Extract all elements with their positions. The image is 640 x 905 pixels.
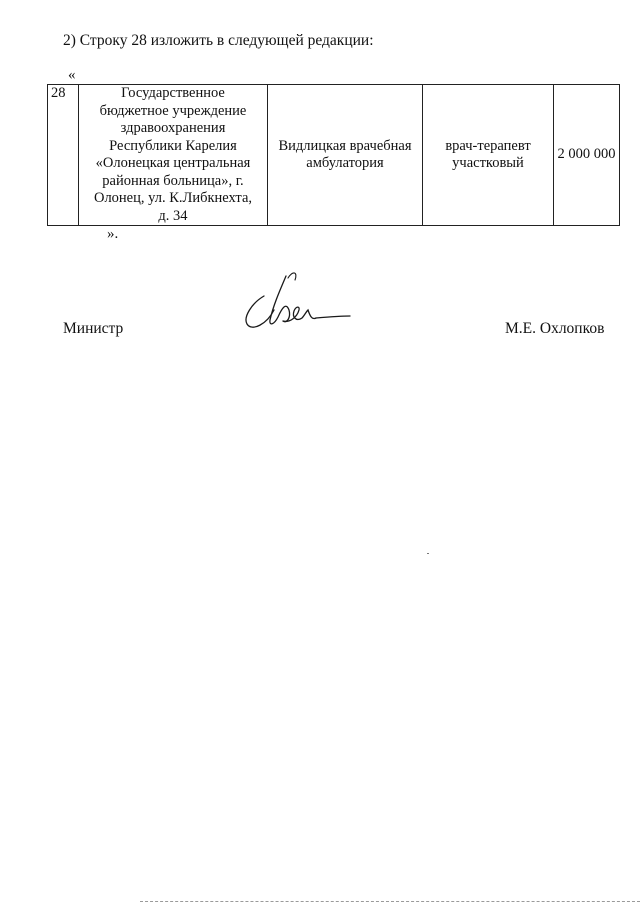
position-line: врач-терапевт [445, 137, 531, 154]
institution-line: Республики Карелия [109, 137, 237, 154]
institution-line: Государственное [121, 85, 225, 101]
row-number-cell [48, 85, 79, 226]
position-cell [423, 85, 554, 226]
row-number: 28 [51, 85, 66, 101]
amendment-intro: 2) Строку 28 изложить в следующей редакции: [63, 32, 374, 49]
institution-line: «Олонецкая центральная [95, 155, 251, 171]
institution-line: здравоохранения [120, 120, 226, 136]
unit-line: Видлицкая врачебная [278, 137, 412, 154]
opening-quote: « [68, 67, 76, 83]
institution-line: Олонец, ул. К.Либкнехта, [93, 190, 253, 206]
signatory-role: Министр [63, 320, 124, 337]
amendment-table [47, 84, 620, 226]
unit-cell [268, 85, 423, 226]
amount-cell [554, 85, 620, 226]
position-line: участковый [452, 155, 524, 171]
scan-bottom-edge [140, 901, 640, 902]
institution-line: бюджетное учреждение [99, 102, 247, 119]
amount-value: 2 000 000 [557, 146, 616, 163]
signatory-name: М.Е. Охлопков [505, 320, 605, 337]
institution-line: районная больница», г. [102, 172, 244, 189]
closing-quote: ». [107, 226, 119, 242]
institution-line: д. 34 [158, 207, 188, 224]
unit-line: амбулатория [306, 155, 384, 171]
table-row [48, 85, 620, 226]
scan-speck [427, 553, 429, 554]
institution-cell [79, 85, 268, 226]
handwritten-signature-icon [240, 266, 356, 340]
